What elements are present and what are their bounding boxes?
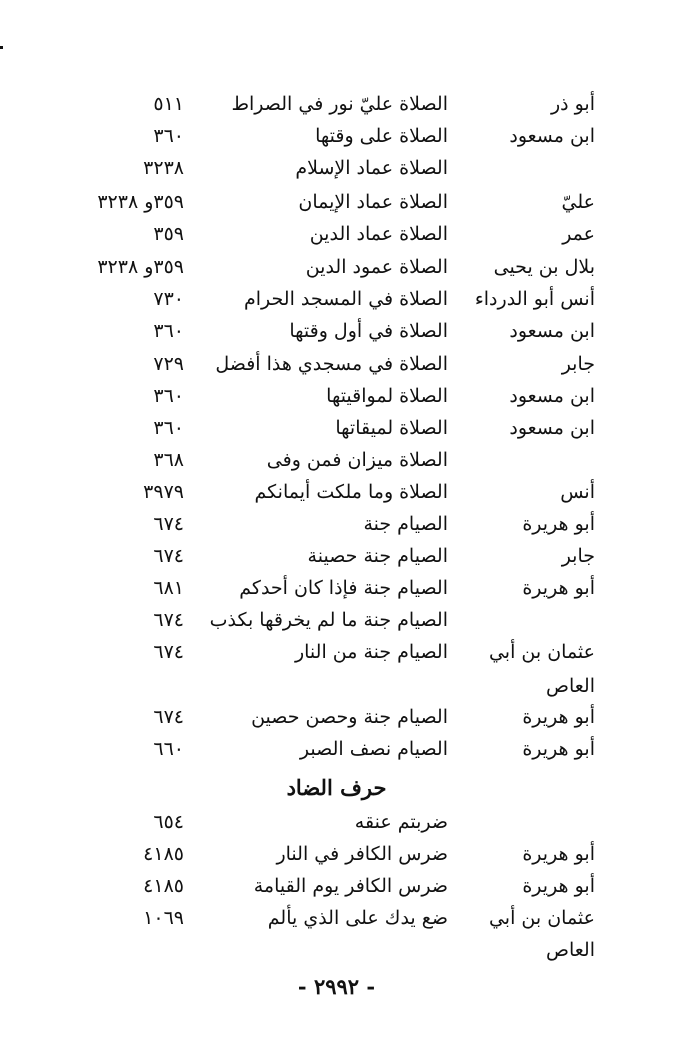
narrator-wrap: العاص xyxy=(546,939,595,961)
narrator: جابر xyxy=(561,353,595,375)
index-entry xyxy=(0,902,673,934)
narrator: أنس أبو الدرداء xyxy=(474,288,595,310)
page-reference: ٣٥٩و ٣٢٣٨ xyxy=(97,256,184,278)
hadith-text: الصلاة في أول وقتها xyxy=(289,320,448,342)
page-reference: ١٠٦٩ xyxy=(143,907,184,929)
hadith-text: الصلاة وما ملكت أيمانكم xyxy=(254,481,448,503)
index-entry xyxy=(0,838,673,870)
hadith-text: ضربتم عنقه xyxy=(354,811,448,833)
narrator: ابن مسعود xyxy=(509,125,595,147)
hadith-text: الصيام جنة من النار xyxy=(294,641,448,663)
narrator: أنس xyxy=(560,481,595,503)
index-entry xyxy=(0,508,673,540)
narrator: ابن مسعود xyxy=(509,385,595,407)
page-number: - ٢٩٩٢ - xyxy=(297,974,376,999)
page-reference: ٦٧٤ xyxy=(153,641,184,663)
page-reference: ٦٧٤ xyxy=(153,609,184,631)
index-entry xyxy=(0,806,673,838)
hadith-text: ضرس الكافر في النار xyxy=(276,843,448,865)
hadith-text: الصيام جنة حصينة xyxy=(307,545,448,567)
hadith-text: الصلاة عماد الدين xyxy=(309,223,448,245)
page-reference: ٣٦٠ xyxy=(153,125,184,147)
page-reference: ٣٦٠ xyxy=(153,417,184,439)
section-heading: حرف الضاد xyxy=(286,775,387,800)
hadith-text: الصلاة عليّ نور في الصراط xyxy=(231,93,448,115)
page-reference: ٦٧٤ xyxy=(153,706,184,728)
narrator-continuation xyxy=(0,934,673,966)
hadith-text: الصيام جنة فإذا كان أحدكم xyxy=(239,577,448,599)
hadith-text: الصلاة عمود الدين xyxy=(305,256,448,278)
page-reference: ٦٧٤ xyxy=(153,545,184,567)
narrator: أبو هريرة xyxy=(522,738,595,760)
page-reference: ٦٧٤ xyxy=(153,513,184,535)
page-reference: ٦٦٠ xyxy=(153,738,184,760)
index-entry xyxy=(0,636,673,668)
hadith-text: ضرس الكافر يوم القيامة xyxy=(253,875,448,897)
index-entry xyxy=(0,120,673,152)
hadith-text: ضع يدك على الذي يألم xyxy=(267,907,448,929)
narrator: أبو ذر xyxy=(550,93,595,115)
index-entry xyxy=(0,218,673,250)
page-reference: ٤١٨٥ xyxy=(143,843,184,865)
index-entry xyxy=(0,701,673,733)
narrator: عثمان بن أبي xyxy=(488,641,595,663)
narrator: أبو هريرة xyxy=(522,513,595,535)
page-reference: ٣٥٩و ٣٢٣٨ xyxy=(97,191,184,213)
hadith-text: الصيام جنة وحصن حصين xyxy=(251,706,448,728)
index-entry xyxy=(0,186,673,218)
index-entry xyxy=(0,476,673,508)
hadith-text: الصلاة لمواقيتها xyxy=(326,385,448,407)
hadith-text: الصيام نصف الصبر xyxy=(299,738,448,760)
hadith-text: الصلاة في مسجدي هذا أفضل xyxy=(215,353,448,375)
page-reference: ٥١١ xyxy=(153,93,184,115)
narrator: ابن مسعود xyxy=(509,417,595,439)
hadith-text: الصيام جنة xyxy=(363,513,448,535)
page-reference: ٤١٨٥ xyxy=(143,875,184,897)
page-reference: ٧٣٠ xyxy=(153,288,184,310)
hadith-text: الصلاة لميقاتها xyxy=(335,417,448,439)
index-entry xyxy=(0,412,673,444)
index-entry xyxy=(0,315,673,347)
page-reference: ٦٨١ xyxy=(153,577,184,599)
index-entry xyxy=(0,88,673,120)
narrator: أبو هريرة xyxy=(522,577,595,599)
index-entry xyxy=(0,152,673,184)
page-reference: ٣٩٧٩ xyxy=(143,481,184,503)
index-entry xyxy=(0,733,673,765)
index-entry xyxy=(0,283,673,315)
index-entry xyxy=(0,380,673,412)
index-entry xyxy=(0,540,673,572)
hadith-text: الصلاة في المسجد الحرام xyxy=(244,288,448,310)
page-reference: ٣٥٩ xyxy=(153,223,184,245)
page-reference: ٧٢٩ xyxy=(153,353,184,375)
narrator-wrap: العاص xyxy=(546,675,595,697)
page-reference: ٣٦٨ xyxy=(153,449,184,471)
narrator: جابر xyxy=(561,545,595,567)
hadith-text: الصلاة عماد الإسلام xyxy=(295,157,448,179)
hadith-text: الصلاة على وقتها xyxy=(315,125,448,147)
index-entry xyxy=(0,604,673,636)
narrator: أبو هريرة xyxy=(522,843,595,865)
page-reference: ٣٢٣٨ xyxy=(143,157,184,179)
narrator: بلال بن يحيى xyxy=(493,256,595,278)
hadith-text: الصيام جنة ما لم يخرقها بكذب xyxy=(209,609,448,631)
index-entry xyxy=(0,444,673,476)
narrator: أبو هريرة xyxy=(522,875,595,897)
narrator: عمر xyxy=(562,223,595,245)
page-edge-mark xyxy=(0,46,3,49)
page-reference: ٣٦٠ xyxy=(153,320,184,342)
narrator: أبو هريرة xyxy=(522,706,595,728)
narrator: عليّ xyxy=(561,191,595,213)
narrator: عثمان بن أبي xyxy=(488,907,595,929)
hadith-text: الصلاة عماد الإيمان xyxy=(298,191,448,213)
index-entry xyxy=(0,870,673,902)
index-entry xyxy=(0,572,673,604)
narrator: ابن مسعود xyxy=(509,320,595,342)
index-entry xyxy=(0,348,673,380)
page-reference: ٦٥٤ xyxy=(153,811,184,833)
narrator-continuation xyxy=(0,670,673,702)
index-entry xyxy=(0,251,673,283)
page-reference: ٣٦٠ xyxy=(153,385,184,407)
hadith-text: الصلاة ميزان فمن وفى xyxy=(266,449,448,471)
